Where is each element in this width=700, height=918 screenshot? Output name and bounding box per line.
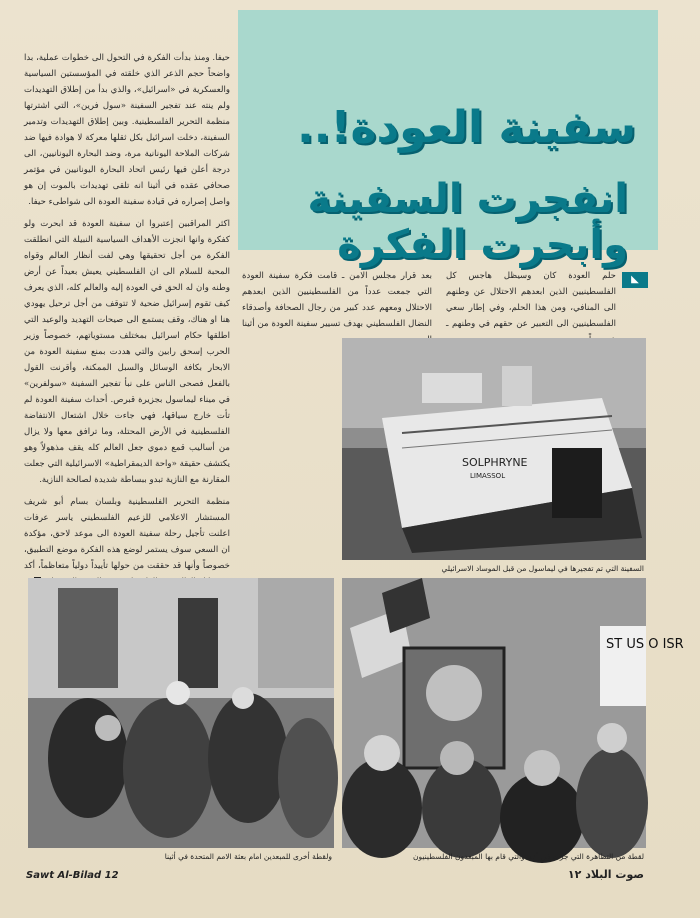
article-column-mid: بعد قرار مجلس الامن ـ قامت فكرة سفينة العودة التي جمعت عدداً من الفلسطينيين الذين ابعدهم الاحتلال ومعهم عدد كبير من رجال الصحافة وأصدقاء النضال الفلسطيني بهدف تسيير سفينة العودة من أثينا bbox=[242, 271, 432, 329]
crowd-photo-left bbox=[28, 578, 334, 848]
ship-name-text: SOLPHRYNE bbox=[462, 456, 528, 469]
ship-photo bbox=[342, 338, 646, 560]
paragraph: اكثر المراقبين إعتبروا ان سفينة العودة قد ابحرت ولو كفكرة وانها انجزت الأهداف السياسية النبيلة التي انطلقت الفكرة من أجل تحقيقها وهي لفت أنظار العالم وقواه المحبة للسلام الى ان الفلسطيني يعيش بعيداً عن أرض وطنه وان له الحق في العودة إليه والعالم كله، الذي يعرف كيف تقوم إسرائيل ضحية لا تتوقف من أجل ترحيل يهودي هنا او هناك، وقف يستمع الى صيحات التهديد والوعيد التي اطلقها حكام اسرائيل بمختلف مستوياتهم، خصوصاً وزير الحرب إسحق رابين والتي هددت بمنع سفينة العودة من الابحار بكافة الوسائل والسبل الممكنة، وأقرنت القول بالفعل فصحى الناس على نبأ تفجير السفينة «سولفرين» في ميناء ليماسول بجزيرة قبرص. أحداث سفينة العودة لم تأت خارج سياقها، فهي جاءت خلال اشتعال الانتفاضة الفلسطينية في الأرض المحتلة، وما ترافق معها ولا يزال من أساليب قمع دموي جعل العالم كله يقف مذهولاً وهو يكتشف حقيقة «واحة الديمقراطية» الاسرائيلية التي جعلت المقارنة مع النازية تبدو ببساطة شديدة لصالحة النازية. bbox=[24, 219, 230, 485]
ship-port-text: LIMASSOL bbox=[470, 472, 506, 480]
left-photo-caption: ولقطة أخرى للمبعدين امام بعثة الامم المتحدة في أثينا bbox=[164, 852, 332, 861]
article-column-right: حلم العودة كان وسيظل هاجس كل الفلسطينيين الذين ابعدهم الاحتلال عن وطنهم الى المنافي، ومن هذا الحلم، وفي إطار سعي الفلسطينيين الى التعبير عن حقهم في وطنهم ـ bbox=[446, 271, 616, 329]
crowd-photo-right bbox=[342, 578, 684, 848]
headline-line2: انفجرت السفينة وأبحرت الفكرة bbox=[307, 176, 628, 268]
paragraph bbox=[24, 494, 230, 590]
paragraph: حيفا. ومنذ بدأت الفكرة في التحول الى خطوات عملية، بدا واضحاً حجم الذعر الذي خلقته في المؤسستين السياسية والعسكرية في «اسرائيل»، والذي بدأ من إطلاق التهديدات ولم ينته عند تفجير السفينة «سول فرين»، التي اشترتها منظمة التحرير الفلسطينية. وبين إطلاق التهديدات وتدمير السفينة، دخلت اسرائيل بكل ثقلها معركة لا هوادة فيها ضد شركات الملاحة اليونانية مرة، وضد البحارة اليونانيين، الى درجة أعلن فيها رئيس اتحاد البحارة اليونانيين في مؤتمر صحافي عقده في أثينا انه تلقى تهديدات بالموت إن هو واصل إصراره في قيادة سفينة العودة الى شواطىء حيفا. bbox=[24, 53, 230, 207]
title-box bbox=[238, 10, 658, 268]
section-marker-icon: ◣ bbox=[622, 272, 648, 288]
protest-sign-text: ST US O ISR bbox=[606, 637, 684, 652]
ship-illustration bbox=[342, 338, 646, 560]
crowd-illustration-left bbox=[28, 578, 334, 848]
ship-photo-caption: السفينة التي تم تفجيرها في ليماسول من قبل الموساد الاسرائيلي bbox=[441, 564, 644, 573]
headline-line1: سفينة العودة!.. bbox=[297, 102, 636, 153]
paragraph-text: منظمة التحرير الفلسطينية وبلسان بسام أبو شريف المستشار الاعلامي للزعيم الفلسطيني ياسر عرفات اعلنت تأجيل رحلة سفينة العودة الى موعد لاحق، مؤكدة ان السعي سوف يستمر لوضع هذه الفكرة موضع التطبيق، خصوصاً وأنها قد حققت من حولها تأييداً دولياً متعاظماً، أكد bbox=[24, 497, 230, 571]
right-photo-caption: لقطة من التظاهرة التي جرت في أثينا والتي قام بها المبعدون الفلسطينيون bbox=[413, 852, 644, 861]
crowd-illustration-right bbox=[342, 578, 684, 848]
footer-english: Sawt Al-Bilad 12 bbox=[26, 870, 119, 881]
footer-arabic: صوت البلاد ١٢ bbox=[567, 868, 644, 881]
article-column-left bbox=[24, 50, 230, 571]
